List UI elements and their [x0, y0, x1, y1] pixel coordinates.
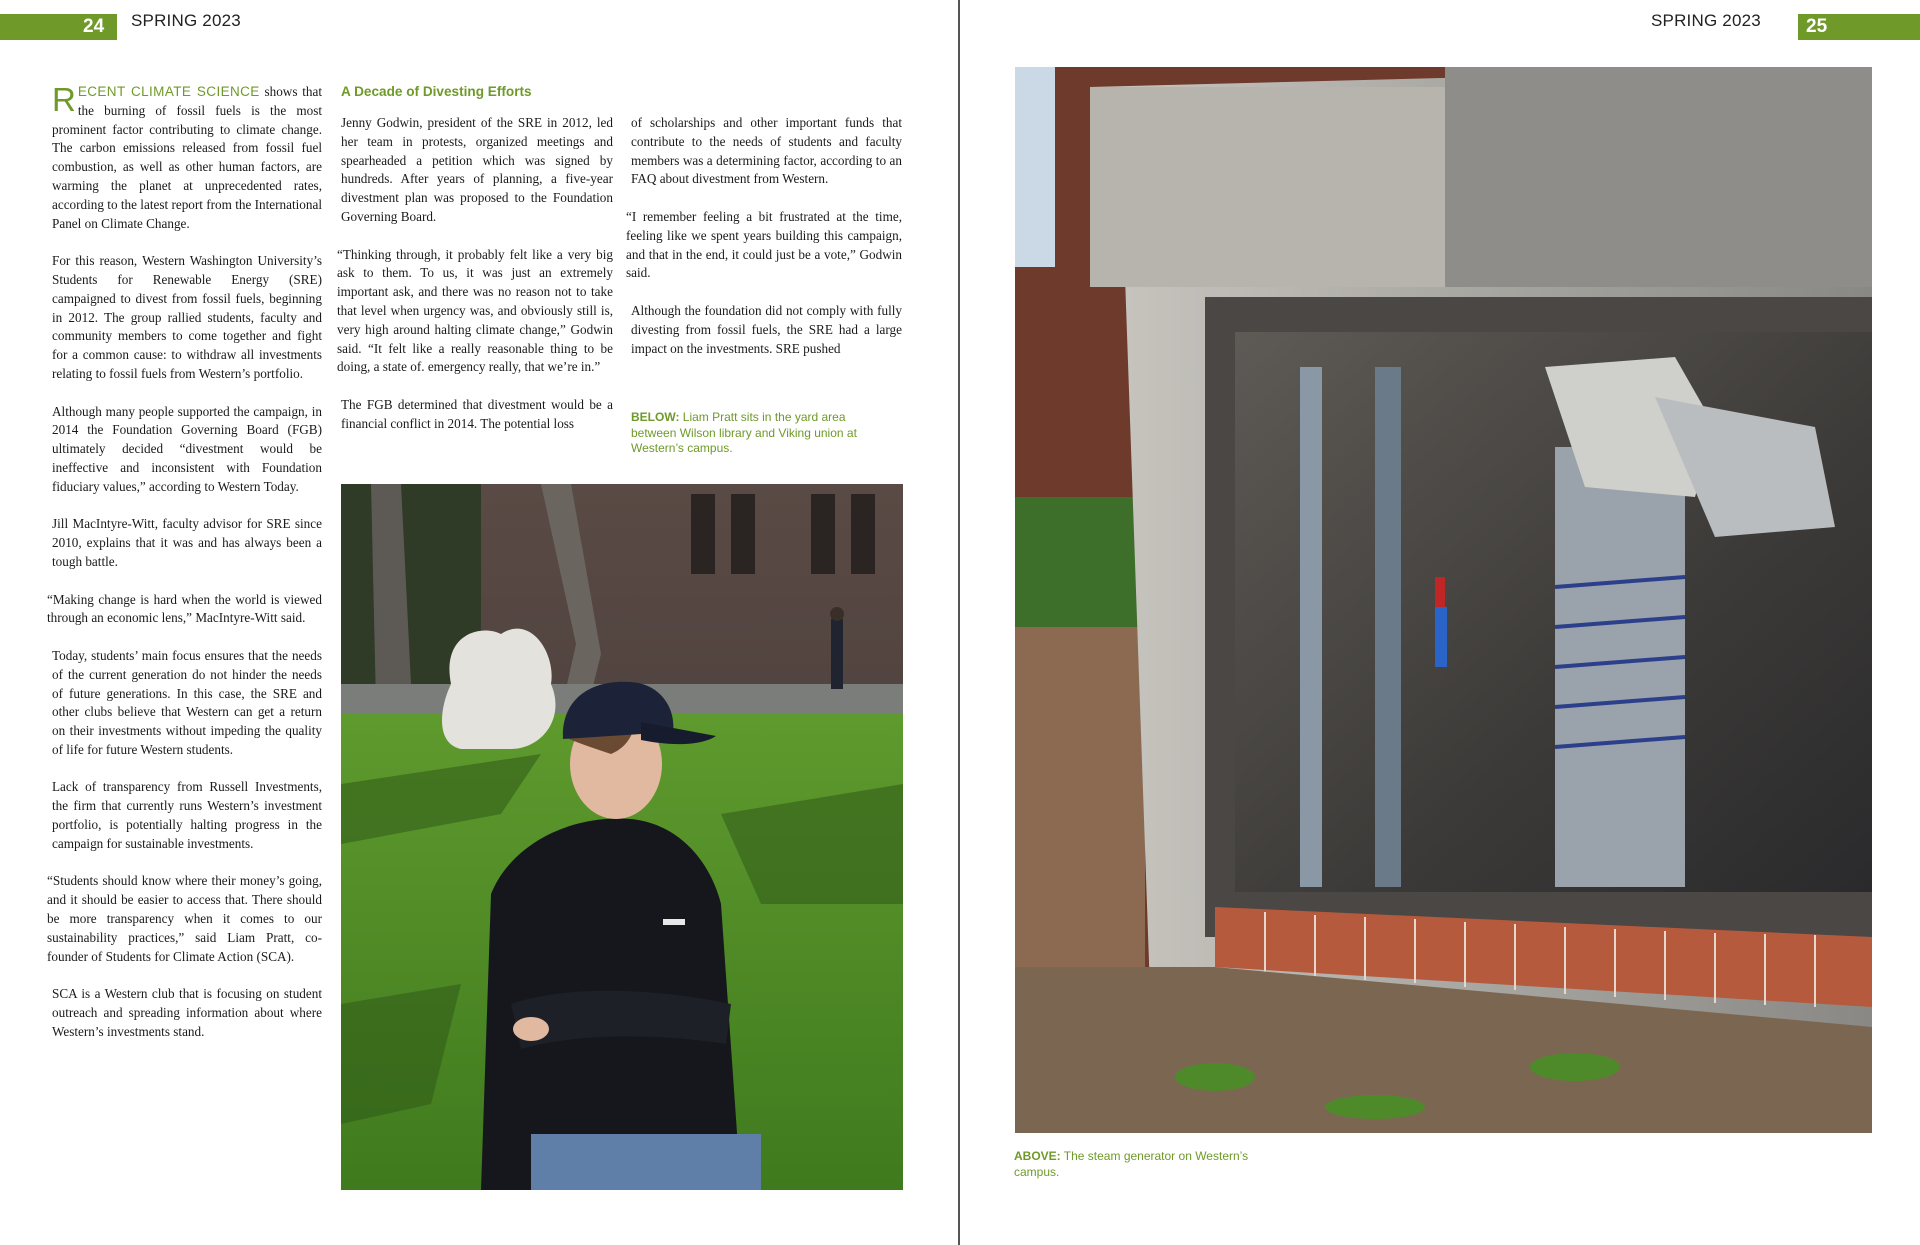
lead-text: shows that the burning of fossil fuels is the most prominent factor contributing to climate change. The carbon emissions released from fossil fuel combustion, as well as other human factors, are warming the planet at unprecedented rates, according to the latest report from the International Panel on Climate Change.	[52, 84, 322, 231]
page-number: 24	[83, 16, 105, 37]
caption-label: ABOVE:	[1014, 1149, 1061, 1163]
issue-label: SPRING 2023	[1651, 11, 1761, 30]
article-column-3	[626, 114, 902, 358]
page-gutter	[958, 0, 960, 1245]
body-paragraph: “Thinking through, it probably felt like a very big ask to them. To us, it was just an extremely important ask, and there was no reason not to take that level when urgency was, and obviously still is, very high around halting climate change,” Godwin said. “It felt like a really reasonable thing to be doing, a state of. emergency really, that we’re in.”	[337, 246, 613, 375]
body-paragraph: For this reason, Western Washington University’s Students for Renewable Energy (SRE) campaigned to divest from fossil fuels, beginning in 2012. The group rallied students, faculty and community members to come together and fight for a common cause: to withdraw all investments relating to fossil fuels from Western’s portfolio.	[52, 253, 322, 381]
article-column-2	[337, 114, 613, 434]
body-paragraph: Jenny Godwin, president of the SRE in 2012, led her team in protests, organized meetings and spearheaded a petition which was signed by hundreds. After years of planning, a five-year divestment plan was proposed to the Foundation Governing Board.	[341, 115, 613, 224]
body-paragraph: “Making change is hard when the world is viewed through an economic lens,” MacIntyre-Witt said.	[47, 591, 322, 626]
lead-caps: ECENT CLIMATE SCIENCE	[77, 84, 260, 99]
student-portrait-photo	[341, 484, 903, 1190]
caption-text: The steam generator on Western’s campus.	[1014, 1149, 1249, 1179]
body-paragraph: of scholarships and other important funds that contribute to the needs of students and faculty members was a determining factor, according to an FAQ about divestment from Western.	[631, 115, 902, 187]
photo-caption	[631, 410, 891, 457]
drop-cap: R	[52, 81, 76, 118]
body-paragraph: Jill MacIntyre-Witt, faculty advisor for SRE since 2010, explains that it was and has always been a tough battle.	[52, 516, 322, 569]
page-number: 25	[1806, 16, 1828, 37]
caption-label: BELOW:	[631, 410, 680, 424]
steam-generator-photo	[1015, 67, 1872, 1133]
right-page	[961, 0, 1920, 1245]
body-paragraph: Today, students’ main focus ensures that the needs of the current generation do not hinder the needs of future generations. In this case, the SRE and other clubs believe that Western can get a return on their investments without impeding the quality of life for future Western students.	[52, 647, 322, 757]
body-paragraph: SCA is a Western club that is focusing on student outreach and spreading information about where Western’s investments stand.	[52, 986, 322, 1039]
left-page	[0, 0, 958, 1245]
body-paragraph: Although many people supported the campaign, in 2014 the Foundation Governing Board (FGB) ultimately decided “divestment would be ineffective and inconsistent with Foundation fiduciary values,” according to Western Today.	[52, 403, 322, 494]
photo-caption	[1014, 1149, 1284, 1180]
lead-paragraph	[52, 83, 322, 233]
caption-text: Liam Pratt sits in the yard area between Wilson library and Viking union at Western’s campus.	[631, 410, 857, 455]
body-paragraph: Lack of transparency from Russell Investments, the firm that currently runs Western’s investment portfolio, is potentially halting progress in the campaign for sustainable investments.	[52, 779, 322, 851]
body-paragraph: Although the foundation did not comply with fully divesting from fossil fuels, the SRE had a large impact on the investments. SRE pushed	[631, 302, 902, 356]
body-paragraph: “Students should know where their money’s going, and it should be easier to access that. There should be more transparency when it comes to our sustainability practices,” said Liam Pratt, co-founder of Students for Climate Action (SCA).	[47, 873, 322, 964]
section-subhead: A Decade of Divesting Efforts	[341, 84, 532, 99]
article-column-1	[47, 81, 322, 1042]
body-paragraph: The FGB determined that divestment would be a financial conflict in 2014. The potential loss	[341, 396, 613, 431]
issue-label: SPRING 2023	[131, 11, 241, 30]
body-paragraph: “I remember feeling a bit frustrated at the time, feeling like we spent years building this campaign, and that in the end, it could just be a vote,” Godwin said.	[626, 208, 902, 281]
